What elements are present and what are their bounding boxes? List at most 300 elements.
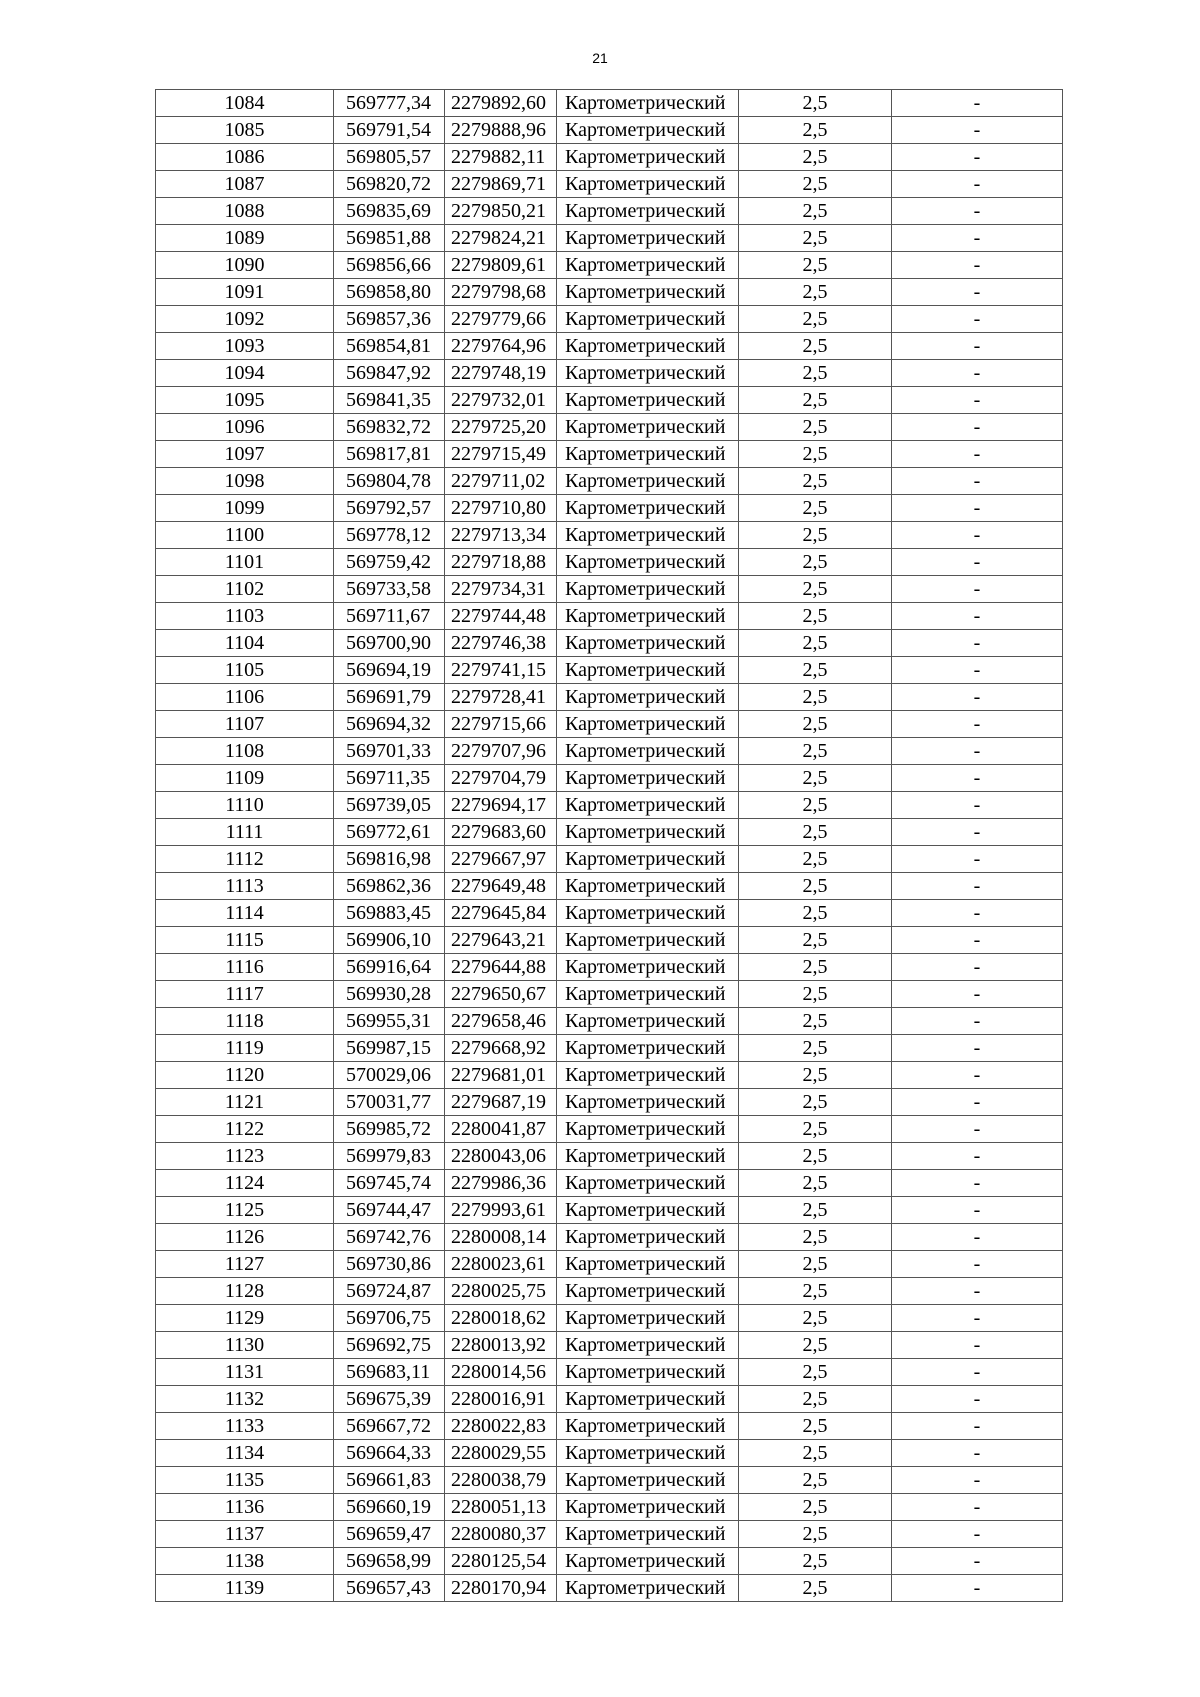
point-number-cell: 1131	[156, 1359, 334, 1386]
accuracy-cell: 2,5	[739, 630, 892, 657]
table-row	[156, 360, 1063, 387]
accuracy-cell: 2,5	[739, 225, 892, 252]
accuracy-cell: 2,5	[739, 495, 892, 522]
x-coordinate-cell: 569804,78	[334, 468, 445, 495]
y-coordinate-cell: 2279986,36	[445, 1170, 557, 1197]
x-coordinate-cell: 569660,19	[334, 1494, 445, 1521]
method-cell: Картометрический	[557, 657, 739, 684]
description-cell: -	[892, 1170, 1063, 1197]
description-cell: -	[892, 576, 1063, 603]
x-coordinate-cell: 569883,45	[334, 900, 445, 927]
description-cell: -	[892, 495, 1063, 522]
point-number-cell: 1115	[156, 927, 334, 954]
point-number-cell: 1111	[156, 819, 334, 846]
y-coordinate-cell: 2279710,80	[445, 495, 557, 522]
point-number-cell: 1132	[156, 1386, 334, 1413]
method-cell: Картометрический	[557, 792, 739, 819]
accuracy-cell: 2,5	[739, 117, 892, 144]
x-coordinate-cell: 569987,15	[334, 1035, 445, 1062]
description-cell: -	[892, 387, 1063, 414]
method-cell: Картометрический	[557, 1089, 739, 1116]
x-coordinate-cell: 569739,05	[334, 792, 445, 819]
x-coordinate-cell: 569777,34	[334, 90, 445, 117]
table-row	[156, 1008, 1063, 1035]
method-cell: Картометрический	[557, 252, 739, 279]
y-coordinate-cell: 2280029,55	[445, 1440, 557, 1467]
description-cell: -	[892, 1494, 1063, 1521]
y-coordinate-cell: 2279668,92	[445, 1035, 557, 1062]
point-number-cell: 1136	[156, 1494, 334, 1521]
description-cell: -	[892, 279, 1063, 306]
table-row	[156, 1062, 1063, 1089]
y-coordinate-cell: 2279764,96	[445, 333, 557, 360]
description-cell: -	[892, 522, 1063, 549]
description-cell: -	[892, 873, 1063, 900]
table-row	[156, 792, 1063, 819]
point-number-cell: 1114	[156, 900, 334, 927]
table-row	[156, 1305, 1063, 1332]
description-cell: -	[892, 549, 1063, 576]
coordinates-table-body	[156, 90, 1063, 1602]
y-coordinate-cell: 2279850,21	[445, 198, 557, 225]
table-row	[156, 306, 1063, 333]
y-coordinate-cell: 2279732,01	[445, 387, 557, 414]
accuracy-cell: 2,5	[739, 1440, 892, 1467]
x-coordinate-cell: 569985,72	[334, 1116, 445, 1143]
accuracy-cell: 2,5	[739, 252, 892, 279]
accuracy-cell: 2,5	[739, 441, 892, 468]
y-coordinate-cell: 2279779,66	[445, 306, 557, 333]
method-cell: Картометрический	[557, 117, 739, 144]
method-cell: Картометрический	[557, 873, 739, 900]
table-row	[156, 873, 1063, 900]
point-number-cell: 1095	[156, 387, 334, 414]
method-cell: Картометрический	[557, 1305, 739, 1332]
point-number-cell: 1091	[156, 279, 334, 306]
table-row	[156, 657, 1063, 684]
x-coordinate-cell: 569691,79	[334, 684, 445, 711]
y-coordinate-cell: 2279667,97	[445, 846, 557, 873]
point-number-cell: 1087	[156, 171, 334, 198]
y-coordinate-cell: 2279824,21	[445, 225, 557, 252]
y-coordinate-cell: 2280041,87	[445, 1116, 557, 1143]
x-coordinate-cell: 569805,57	[334, 144, 445, 171]
x-coordinate-cell: 570029,06	[334, 1062, 445, 1089]
description-cell: -	[892, 414, 1063, 441]
method-cell: Картометрический	[557, 576, 739, 603]
table-row	[156, 684, 1063, 711]
x-coordinate-cell: 569659,47	[334, 1521, 445, 1548]
description-cell: -	[892, 441, 1063, 468]
x-coordinate-cell: 569700,90	[334, 630, 445, 657]
method-cell: Картометрический	[557, 198, 739, 225]
table-row	[156, 1224, 1063, 1251]
description-cell: -	[892, 1440, 1063, 1467]
y-coordinate-cell: 2280043,06	[445, 1143, 557, 1170]
x-coordinate-cell: 569792,57	[334, 495, 445, 522]
method-cell: Картометрический	[557, 279, 739, 306]
accuracy-cell: 2,5	[739, 333, 892, 360]
method-cell: Картометрический	[557, 1035, 739, 1062]
y-coordinate-cell: 2279707,96	[445, 738, 557, 765]
table-row	[156, 414, 1063, 441]
x-coordinate-cell: 569661,83	[334, 1467, 445, 1494]
accuracy-cell: 2,5	[739, 1332, 892, 1359]
point-number-cell: 1129	[156, 1305, 334, 1332]
accuracy-cell: 2,5	[739, 198, 892, 225]
accuracy-cell: 2,5	[739, 1035, 892, 1062]
accuracy-cell: 2,5	[739, 711, 892, 738]
description-cell: -	[892, 900, 1063, 927]
x-coordinate-cell: 569955,31	[334, 1008, 445, 1035]
accuracy-cell: 2,5	[739, 819, 892, 846]
point-number-cell: 1126	[156, 1224, 334, 1251]
accuracy-cell: 2,5	[739, 738, 892, 765]
accuracy-cell: 2,5	[739, 1413, 892, 1440]
accuracy-cell: 2,5	[739, 576, 892, 603]
description-cell: -	[892, 198, 1063, 225]
y-coordinate-cell: 2279741,15	[445, 657, 557, 684]
point-number-cell: 1124	[156, 1170, 334, 1197]
accuracy-cell: 2,5	[739, 1197, 892, 1224]
y-coordinate-cell: 2279882,11	[445, 144, 557, 171]
point-number-cell: 1097	[156, 441, 334, 468]
table-row	[156, 387, 1063, 414]
table-row	[156, 1521, 1063, 1548]
table-row	[156, 279, 1063, 306]
method-cell: Картометрический	[557, 1521, 739, 1548]
method-cell: Картометрический	[557, 1440, 739, 1467]
description-cell: -	[892, 1089, 1063, 1116]
table-row	[156, 576, 1063, 603]
table-row	[156, 1116, 1063, 1143]
y-coordinate-cell: 2279888,96	[445, 117, 557, 144]
x-coordinate-cell: 569694,19	[334, 657, 445, 684]
x-coordinate-cell: 569778,12	[334, 522, 445, 549]
table-row	[156, 603, 1063, 630]
method-cell: Картометрический	[557, 738, 739, 765]
point-number-cell: 1094	[156, 360, 334, 387]
description-cell: -	[892, 630, 1063, 657]
method-cell: Картометрический	[557, 522, 739, 549]
accuracy-cell: 2,5	[739, 1494, 892, 1521]
x-coordinate-cell: 569851,88	[334, 225, 445, 252]
point-number-cell: 1100	[156, 522, 334, 549]
description-cell: -	[892, 360, 1063, 387]
y-coordinate-cell: 2280038,79	[445, 1467, 557, 1494]
method-cell: Картометрический	[557, 1278, 739, 1305]
point-number-cell: 1103	[156, 603, 334, 630]
point-number-cell: 1090	[156, 252, 334, 279]
method-cell: Картометрический	[557, 1467, 739, 1494]
method-cell: Картометрический	[557, 1251, 739, 1278]
description-cell: -	[892, 603, 1063, 630]
point-number-cell: 1113	[156, 873, 334, 900]
y-coordinate-cell: 2280125,54	[445, 1548, 557, 1575]
accuracy-cell: 2,5	[739, 1143, 892, 1170]
point-number-cell: 1085	[156, 117, 334, 144]
method-cell: Картометрический	[557, 414, 739, 441]
accuracy-cell: 2,5	[739, 1305, 892, 1332]
accuracy-cell: 2,5	[739, 927, 892, 954]
description-cell: -	[892, 1251, 1063, 1278]
table-row	[156, 144, 1063, 171]
x-coordinate-cell: 569816,98	[334, 846, 445, 873]
table-row	[156, 900, 1063, 927]
x-coordinate-cell: 569694,32	[334, 711, 445, 738]
y-coordinate-cell: 2279892,60	[445, 90, 557, 117]
method-cell: Картометрический	[557, 1197, 739, 1224]
description-cell: -	[892, 1359, 1063, 1386]
y-coordinate-cell: 2280025,75	[445, 1278, 557, 1305]
method-cell: Картометрический	[557, 1170, 739, 1197]
description-cell: -	[892, 1278, 1063, 1305]
table-row	[156, 90, 1063, 117]
y-coordinate-cell: 2279798,68	[445, 279, 557, 306]
x-coordinate-cell: 570031,77	[334, 1089, 445, 1116]
method-cell: Картометрический	[557, 495, 739, 522]
method-cell: Картометрический	[557, 603, 739, 630]
point-number-cell: 1105	[156, 657, 334, 684]
method-cell: Картометрический	[557, 387, 739, 414]
table-row	[156, 171, 1063, 198]
description-cell: -	[892, 90, 1063, 117]
x-coordinate-cell: 569759,42	[334, 549, 445, 576]
method-cell: Картометрический	[557, 1008, 739, 1035]
point-number-cell: 1092	[156, 306, 334, 333]
accuracy-cell: 2,5	[739, 1359, 892, 1386]
x-coordinate-cell: 569711,35	[334, 765, 445, 792]
point-number-cell: 1134	[156, 1440, 334, 1467]
method-cell: Картометрический	[557, 711, 739, 738]
accuracy-cell: 2,5	[739, 1278, 892, 1305]
x-coordinate-cell: 569667,72	[334, 1413, 445, 1440]
accuracy-cell: 2,5	[739, 765, 892, 792]
method-cell: Картометрический	[557, 981, 739, 1008]
y-coordinate-cell: 2279718,88	[445, 549, 557, 576]
x-coordinate-cell: 569930,28	[334, 981, 445, 1008]
description-cell: -	[892, 1116, 1063, 1143]
accuracy-cell: 2,5	[739, 873, 892, 900]
y-coordinate-cell: 2279704,79	[445, 765, 557, 792]
x-coordinate-cell: 569858,80	[334, 279, 445, 306]
table-row	[156, 225, 1063, 252]
x-coordinate-cell: 569847,92	[334, 360, 445, 387]
y-coordinate-cell: 2279643,21	[445, 927, 557, 954]
table-row	[156, 522, 1063, 549]
point-number-cell: 1138	[156, 1548, 334, 1575]
table-row	[156, 1332, 1063, 1359]
description-cell: -	[892, 684, 1063, 711]
description-cell: -	[892, 1521, 1063, 1548]
method-cell: Картометрический	[557, 549, 739, 576]
description-cell: -	[892, 927, 1063, 954]
point-number-cell: 1128	[156, 1278, 334, 1305]
y-coordinate-cell: 2279650,67	[445, 981, 557, 1008]
method-cell: Картометрический	[557, 306, 739, 333]
description-cell: -	[892, 1008, 1063, 1035]
description-cell: -	[892, 711, 1063, 738]
description-cell: -	[892, 1224, 1063, 1251]
table-row	[156, 738, 1063, 765]
table-row	[156, 1035, 1063, 1062]
method-cell: Картометрический	[557, 1494, 739, 1521]
description-cell: -	[892, 333, 1063, 360]
description-cell: -	[892, 1413, 1063, 1440]
x-coordinate-cell: 569658,99	[334, 1548, 445, 1575]
table-row	[156, 1413, 1063, 1440]
accuracy-cell: 2,5	[739, 981, 892, 1008]
table-row	[156, 1197, 1063, 1224]
x-coordinate-cell: 569706,75	[334, 1305, 445, 1332]
y-coordinate-cell: 2280022,83	[445, 1413, 557, 1440]
x-coordinate-cell: 569675,39	[334, 1386, 445, 1413]
description-cell: -	[892, 1575, 1063, 1602]
accuracy-cell: 2,5	[739, 414, 892, 441]
method-cell: Картометрический	[557, 360, 739, 387]
y-coordinate-cell: 2279711,02	[445, 468, 557, 495]
x-coordinate-cell: 569683,11	[334, 1359, 445, 1386]
x-coordinate-cell: 569820,72	[334, 171, 445, 198]
method-cell: Картометрический	[557, 1224, 739, 1251]
x-coordinate-cell: 569730,86	[334, 1251, 445, 1278]
x-coordinate-cell: 569862,36	[334, 873, 445, 900]
method-cell: Картометрический	[557, 900, 739, 927]
point-number-cell: 1102	[156, 576, 334, 603]
accuracy-cell: 2,5	[739, 549, 892, 576]
point-number-cell: 1120	[156, 1062, 334, 1089]
description-cell: -	[892, 1062, 1063, 1089]
description-cell: -	[892, 765, 1063, 792]
x-coordinate-cell: 569791,54	[334, 117, 445, 144]
method-cell: Картометрический	[557, 1359, 739, 1386]
table-row	[156, 981, 1063, 1008]
point-number-cell: 1133	[156, 1413, 334, 1440]
accuracy-cell: 2,5	[739, 1548, 892, 1575]
y-coordinate-cell: 2280014,56	[445, 1359, 557, 1386]
y-coordinate-cell: 2280013,92	[445, 1332, 557, 1359]
description-cell: -	[892, 468, 1063, 495]
table-row	[156, 1386, 1063, 1413]
table-row	[156, 1440, 1063, 1467]
table-row	[156, 1278, 1063, 1305]
coordinates-table	[155, 89, 1063, 1602]
x-coordinate-cell: 569745,74	[334, 1170, 445, 1197]
y-coordinate-cell: 2280016,91	[445, 1386, 557, 1413]
y-coordinate-cell: 2279658,46	[445, 1008, 557, 1035]
x-coordinate-cell: 569817,81	[334, 441, 445, 468]
method-cell: Картометрический	[557, 171, 739, 198]
accuracy-cell: 2,5	[739, 279, 892, 306]
point-number-cell: 1135	[156, 1467, 334, 1494]
accuracy-cell: 2,5	[739, 468, 892, 495]
y-coordinate-cell: 2279681,01	[445, 1062, 557, 1089]
x-coordinate-cell: 569854,81	[334, 333, 445, 360]
method-cell: Картометрический	[557, 1062, 739, 1089]
description-cell: -	[892, 1035, 1063, 1062]
accuracy-cell: 2,5	[739, 1575, 892, 1602]
point-number-cell: 1119	[156, 1035, 334, 1062]
description-cell: -	[892, 1305, 1063, 1332]
y-coordinate-cell: 2279715,66	[445, 711, 557, 738]
table-row	[156, 1575, 1063, 1602]
description-cell: -	[892, 954, 1063, 981]
table-row	[156, 1251, 1063, 1278]
y-coordinate-cell: 2279645,84	[445, 900, 557, 927]
description-cell: -	[892, 819, 1063, 846]
accuracy-cell: 2,5	[739, 1467, 892, 1494]
table-row	[156, 468, 1063, 495]
accuracy-cell: 2,5	[739, 1062, 892, 1089]
point-number-cell: 1101	[156, 549, 334, 576]
y-coordinate-cell: 2279644,88	[445, 954, 557, 981]
description-cell: -	[892, 792, 1063, 819]
description-cell: -	[892, 225, 1063, 252]
y-coordinate-cell: 2279993,61	[445, 1197, 557, 1224]
accuracy-cell: 2,5	[739, 684, 892, 711]
description-cell: -	[892, 846, 1063, 873]
x-coordinate-cell: 569979,83	[334, 1143, 445, 1170]
accuracy-cell: 2,5	[739, 387, 892, 414]
table-row	[156, 846, 1063, 873]
y-coordinate-cell: 2279694,17	[445, 792, 557, 819]
point-number-cell: 1093	[156, 333, 334, 360]
description-cell: -	[892, 171, 1063, 198]
table-row	[156, 1359, 1063, 1386]
method-cell: Картометрический	[557, 765, 739, 792]
table-row	[156, 198, 1063, 225]
method-cell: Картометрический	[557, 684, 739, 711]
y-coordinate-cell: 2279728,41	[445, 684, 557, 711]
x-coordinate-cell: 569832,72	[334, 414, 445, 441]
point-number-cell: 1118	[156, 1008, 334, 1035]
method-cell: Картометрический	[557, 1143, 739, 1170]
accuracy-cell: 2,5	[739, 1251, 892, 1278]
point-number-cell: 1117	[156, 981, 334, 1008]
y-coordinate-cell: 2280008,14	[445, 1224, 557, 1251]
accuracy-cell: 2,5	[739, 1116, 892, 1143]
point-number-cell: 1139	[156, 1575, 334, 1602]
description-cell: -	[892, 738, 1063, 765]
accuracy-cell: 2,5	[739, 1089, 892, 1116]
point-number-cell: 1137	[156, 1521, 334, 1548]
y-coordinate-cell: 2279746,38	[445, 630, 557, 657]
y-coordinate-cell: 2280080,37	[445, 1521, 557, 1548]
table-row	[156, 1089, 1063, 1116]
y-coordinate-cell: 2279713,34	[445, 522, 557, 549]
accuracy-cell: 2,5	[739, 657, 892, 684]
point-number-cell: 1122	[156, 1116, 334, 1143]
table-row	[156, 927, 1063, 954]
accuracy-cell: 2,5	[739, 171, 892, 198]
x-coordinate-cell: 569835,69	[334, 198, 445, 225]
table-row	[156, 630, 1063, 657]
table-row	[156, 252, 1063, 279]
accuracy-cell: 2,5	[739, 954, 892, 981]
point-number-cell: 1121	[156, 1089, 334, 1116]
table-row	[156, 1494, 1063, 1521]
description-cell: -	[892, 657, 1063, 684]
point-number-cell: 1130	[156, 1332, 334, 1359]
point-number-cell: 1116	[156, 954, 334, 981]
y-coordinate-cell: 2279744,48	[445, 603, 557, 630]
table-row	[156, 117, 1063, 144]
y-coordinate-cell: 2279809,61	[445, 252, 557, 279]
point-number-cell: 1107	[156, 711, 334, 738]
table-row	[156, 819, 1063, 846]
accuracy-cell: 2,5	[739, 144, 892, 171]
method-cell: Картометрический	[557, 1116, 739, 1143]
